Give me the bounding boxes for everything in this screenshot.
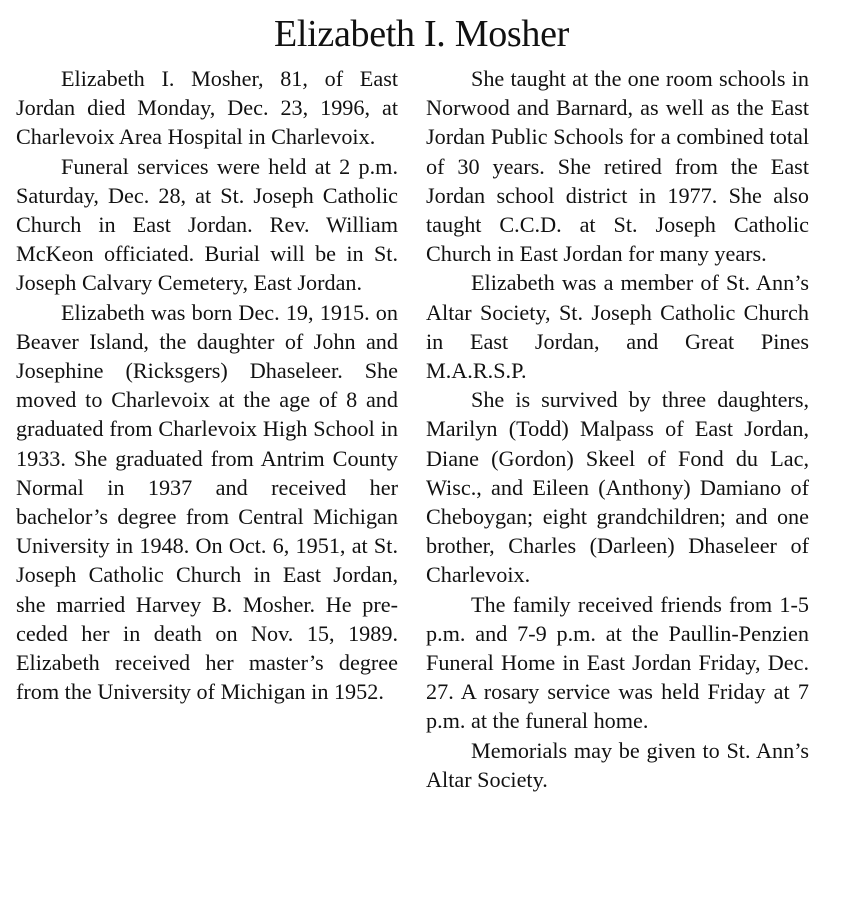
paragraph-survivors: She is survived by three daughters, Marilyn (Todd) Malpass of East Jordan, Diane (Gordon) Skeel of Fond du Lac, Wisc., and Eileen (Anthony) Damiano of Cheboygan; eight grandchildren; and one brother, Charles (Darleen) Dhaseleer of Charlevoix. <box>426 387 809 588</box>
paragraph-teaching-career: She taught at the one room schools in Norwood and Barnard, as well as the East Jordan Public Schools for a combined total of 30 years. She retired from the East Jordan school district in 1977. She also taught C.C.D. at St. Joseph Catholic Church in East Jordan for many years. <box>426 66 809 267</box>
right-column <box>426 64 809 794</box>
paragraph-memorials: Memorials may be given to St. Ann’s Altar Society. <box>426 737 809 792</box>
paragraph-death-notice: Elizabeth I. Mosher, 81, of East Jordan died Monday, Dec. 23, 1996, at Charlevoix Area Hospital in Charlevoix. <box>16 66 398 150</box>
paragraph-visitation: The family received friends from 1-5 p.m. and 7-9 p.m. at the Paullin-Penzien Funeral Home in East Jordan Friday, Dec. 27. A rosary service was held Friday at 7 p.m. at the funeral home. <box>426 591 809 734</box>
paragraph-memberships: Elizabeth was a member of St. Ann’s Altar Society, St. Joseph Catholic Church in East Jordan, and Great Pines M.A.R.S.P. <box>426 270 809 384</box>
left-column <box>16 64 398 706</box>
paragraph-funeral-services: Funeral services were held at 2 p.m. Saturday, Dec. 28, at St. Joseph Catholic Church in East Jordan. Rev. William McKeon officiated. Burial will be in St. Joseph Calvary Cemetery, East Jordan. <box>16 153 398 296</box>
obituary-title: Elizabeth I. Mosher <box>273 13 570 55</box>
paragraph-biography: Elizabeth was born Dec. 19, 1915. on Beaver Island, the daughter of John and Josephine (Ricksgers) Dhaseleer. She moved to Charlevoix at the age of 8 and graduated from Charlevoix High School in 1933. She graduated from Antrim County Normal in 1937 and received her bachelor’s degree from Central Michigan University in 1948. On Oct. 6, 1951, at St. Joseph Catholic Church in East Jordan, she married Harvey B. Mosher. He preceded her in death on Nov. 15, 1989. Elizabeth received her master’s degree from the University of Michigan in 1952. <box>16 299 398 705</box>
